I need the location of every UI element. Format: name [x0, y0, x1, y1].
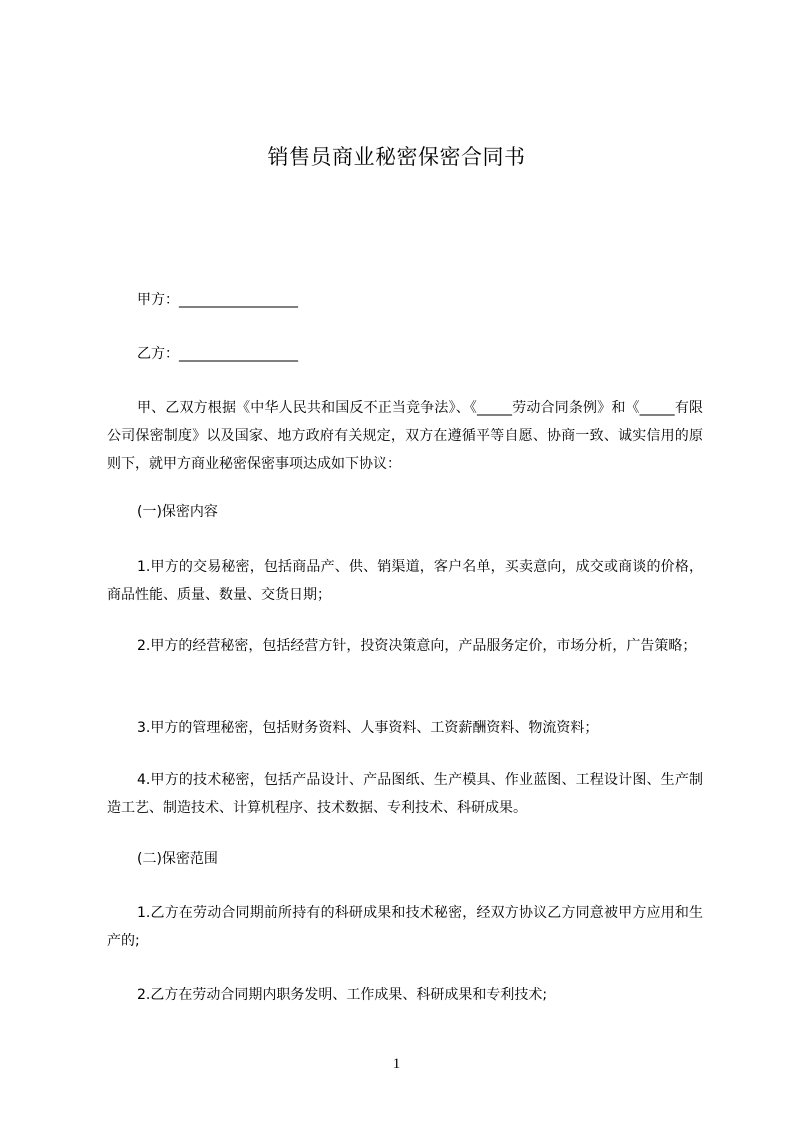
section-1-item: 2.甲方的经营秘密，包括经营方针，投资决策意向，产品服务定价，市场分析，广告策略；: [137, 638, 697, 654]
party-b-line: 乙方：_________________: [137, 346, 298, 362]
section-2-item: 1.乙方在劳动合同期前所持有的科研成果和技术秘密，经双方协议乙方同意被甲方应用和生产的;: [107, 905, 703, 949]
section-1-heading: (一)保密内容: [137, 504, 218, 520]
document-title: 销售员商业秘密保密合同书: [267, 145, 526, 169]
section-2-item: 2.乙方在劳动合同期内职务发明、工作成果、科研成果和专利技术;: [137, 987, 548, 1003]
section-1-item: 4.甲方的技术秘密，包括产品设计、产品图纸、生产模具、作业蓝图、工程设计图、生产制造工艺、制造技术、计算机程序、技术数据、专利技术、科研成果。: [107, 772, 703, 816]
preamble-paragraph: 甲、乙双方根据《中华人民共和国反不正当竞争法》、《_____劳动合同条例》和《_____有限公司保密制度》以及国家、地方政府有关规定，双方在遵循平等自愿、协商一致、诚实信用的原则下，就甲方商业秘密保密事项达成如下协议：: [107, 400, 703, 472]
party-a-line: 甲方：_________________: [137, 292, 298, 308]
section-1-item: 3.甲方的管理秘密，包括财务资料、人事资料、工资薪酬资料、物流资料；: [137, 720, 599, 736]
section-1-item: 1.甲方的交易秘密，包括商品产、供、销渠道，客户名单，买卖意向，成交或商谈的价格，商品性能、质量、数量、交货日期；: [107, 559, 703, 603]
section-2-heading: (二)保密范围: [137, 851, 218, 867]
page-number: 1: [392, 1056, 401, 1072]
